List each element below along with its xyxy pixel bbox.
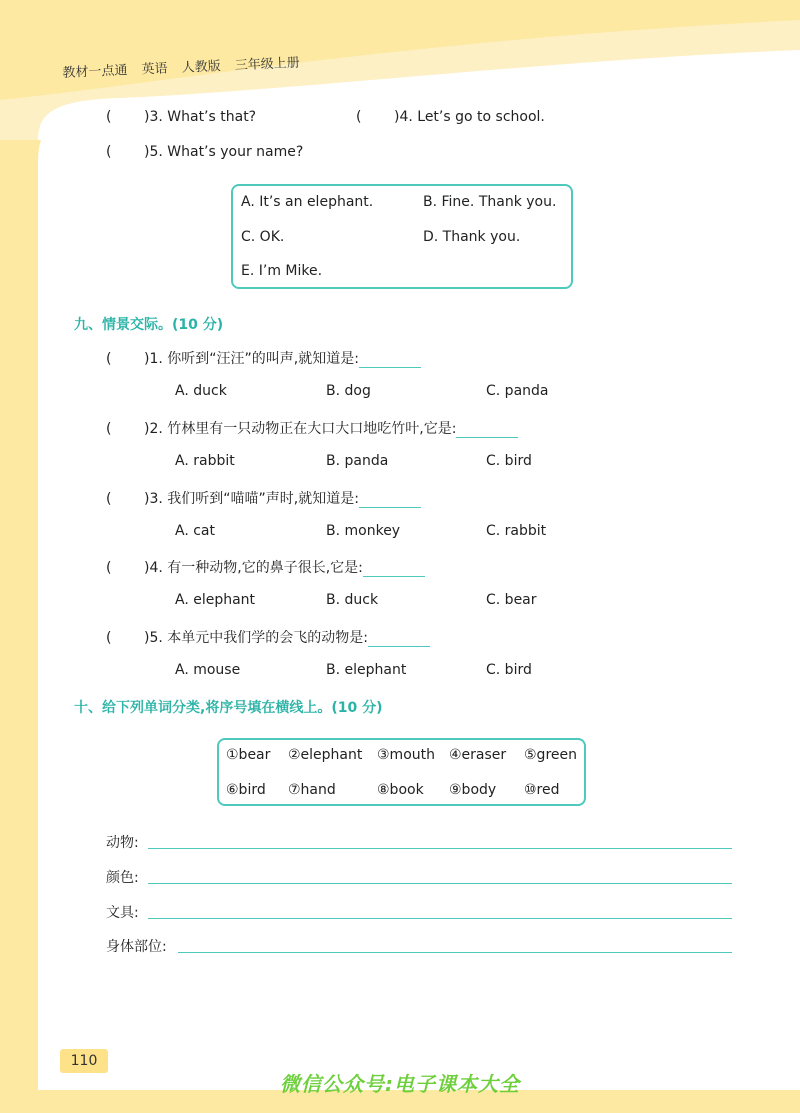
answer-paren[interactable]: ( (106, 560, 112, 576)
answer-paren[interactable]: ( (106, 421, 112, 437)
header-grade: 三年级上册 (234, 55, 301, 74)
choice-b: B. elephant (326, 662, 407, 678)
word-item: ④eraser (449, 747, 507, 763)
choice-c: C. panda (486, 383, 549, 399)
question-stem: )4. 有一种动物,它的鼻子很长,它是: (144, 560, 363, 576)
choice-b: B. monkey (326, 523, 401, 539)
watermark: 微信公众号:电子课本大全 (280, 1072, 520, 1096)
word-item: ⑨body (449, 782, 497, 798)
choice-b: B. panda (326, 453, 389, 469)
category-label: 身体部位: (106, 939, 167, 955)
choice-c: C. bird (486, 662, 532, 678)
answer-paren[interactable]: ( (106, 491, 112, 507)
answer-blank[interactable] (359, 354, 421, 368)
answer-paren[interactable]: ( (356, 109, 362, 125)
word-item: ②elephant (288, 747, 363, 763)
question-row (106, 109, 256, 125)
choice-a: A. mouse (175, 662, 241, 678)
header-book: 教材一点通 (62, 63, 128, 81)
choice-c: C. bird (486, 453, 532, 469)
choice-c: C. bear (486, 592, 537, 608)
question-row (106, 627, 430, 647)
question-row (106, 144, 303, 160)
word-item: ⑩red (524, 782, 560, 798)
section-9-title: 九、情景交际。(10 分) (74, 317, 224, 333)
question-stem: )5. 本单元中我们学的会飞的动物是: (144, 630, 368, 646)
word-item: ⑤green (524, 747, 577, 763)
option-d: D. Thank you. (423, 229, 521, 245)
word-item: ①bear (226, 747, 271, 763)
choice-c: C. rabbit (486, 523, 547, 539)
answer-paren[interactable]: ( (106, 109, 112, 125)
category-label: 文具: (106, 905, 139, 921)
answer-blank[interactable] (363, 563, 425, 577)
question-stem: )1. 你听到“汪汪”的叫声,就知道是: (144, 351, 359, 367)
word-item: ③mouth (377, 747, 435, 763)
choice-a: A. duck (175, 383, 227, 399)
option-b: B. Fine. Thank you. (423, 194, 557, 210)
question-text: )4. Let’s go to school. (394, 109, 545, 125)
answer-paren[interactable]: ( (106, 630, 112, 646)
question-row (106, 557, 425, 577)
choice-a: A. elephant (175, 592, 256, 608)
word-item: ⑦hand (288, 782, 336, 798)
answer-blank[interactable] (456, 424, 518, 438)
question-row (106, 488, 421, 508)
word-item: ⑧book (377, 782, 424, 798)
category-label: 颜色: (106, 870, 139, 886)
answer-paren[interactable]: ( (106, 144, 112, 160)
category-label: 动物: (106, 835, 139, 851)
choice-a: A. rabbit (175, 453, 235, 469)
option-c: C. OK. (241, 229, 285, 245)
choice-b: B. duck (326, 592, 379, 608)
choice-b: B. dog (326, 383, 371, 399)
answer-line[interactable] (148, 918, 732, 919)
header-subject: 英语 (141, 61, 168, 78)
word-item: ⑥bird (226, 782, 266, 798)
page-number: 110 (60, 1049, 108, 1073)
option-e: E. I’m Mike. (241, 263, 323, 279)
question-text: )5. What’s your name? (144, 144, 304, 160)
question-text: )3. What’s that? (144, 109, 257, 125)
question-row (356, 109, 545, 125)
answer-line[interactable] (148, 883, 732, 884)
answer-line[interactable] (148, 848, 732, 849)
question-row (106, 418, 518, 438)
answer-paren[interactable]: ( (106, 351, 112, 367)
answer-blank[interactable] (368, 633, 430, 647)
question-row (106, 348, 421, 368)
section-10-title: 十、给下列单词分类,将序号填在横线上。(10 分) (74, 700, 383, 716)
question-stem: )2. 竹林里有一只动物正在大口大口地吃竹叶,它是: (144, 421, 457, 437)
question-stem: )3. 我们听到“喵喵”声时,就知道是: (144, 491, 359, 507)
answer-line[interactable] (178, 952, 732, 953)
choice-a: A. cat (175, 523, 215, 539)
option-a: A. It’s an elephant. (241, 194, 374, 210)
header-edition: 人教版 (181, 59, 222, 76)
answer-blank[interactable] (359, 494, 421, 508)
